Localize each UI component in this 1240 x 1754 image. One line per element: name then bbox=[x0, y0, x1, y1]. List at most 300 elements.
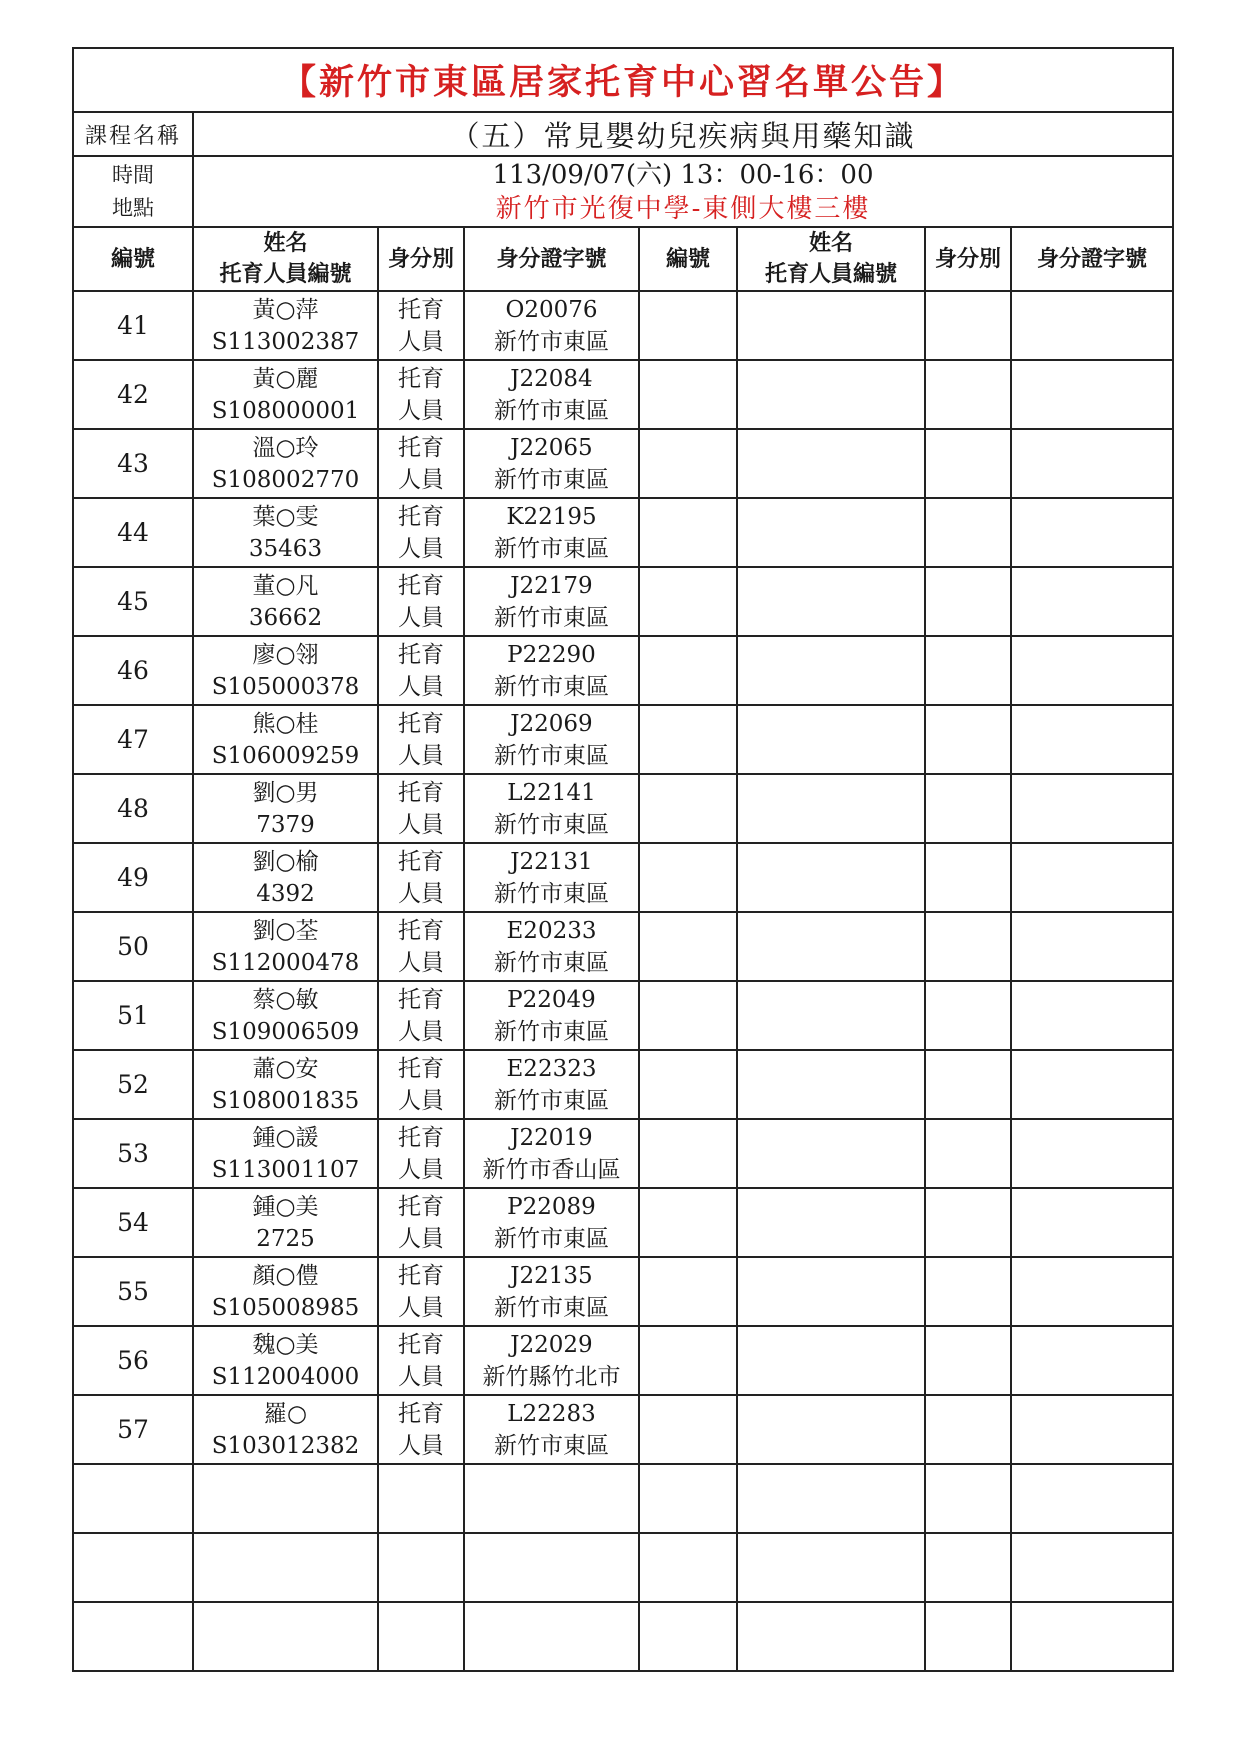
role-line-2: 人員 bbox=[398, 1363, 444, 1390]
row-id-right bbox=[1011, 1533, 1173, 1602]
role-line-1: 托育 bbox=[398, 848, 444, 875]
row-role-cell bbox=[378, 1464, 464, 1533]
role-line-1: 托育 bbox=[398, 1400, 444, 1427]
caregiver-id: S105008985 bbox=[211, 1294, 360, 1321]
row-role-right bbox=[925, 1464, 1011, 1533]
row-id-right bbox=[1011, 1257, 1173, 1326]
row-number: 44 bbox=[73, 498, 193, 567]
role-line-1: 托育 bbox=[398, 296, 444, 323]
district: 新竹市香山區 bbox=[482, 1156, 621, 1183]
table-row bbox=[73, 1119, 1173, 1188]
row-role-cell bbox=[378, 567, 464, 636]
row-id-cell bbox=[464, 843, 639, 912]
row-id-right bbox=[1011, 705, 1173, 774]
table-row bbox=[73, 1188, 1173, 1257]
row-id-cell bbox=[464, 981, 639, 1050]
row-name-right bbox=[737, 774, 925, 843]
person-name: 溫○玲 bbox=[252, 434, 319, 461]
row-number-right bbox=[639, 981, 737, 1050]
row-name-cell bbox=[193, 636, 378, 705]
row-role-cell bbox=[378, 1119, 464, 1188]
role-line-1: 托育 bbox=[398, 1193, 444, 1220]
row-role-cell bbox=[378, 1602, 464, 1671]
time-place-label bbox=[73, 156, 193, 227]
row-role-right bbox=[925, 1326, 1011, 1395]
row-name-cell bbox=[193, 1533, 378, 1602]
row-name-cell bbox=[193, 498, 378, 567]
district: 新竹市東區 bbox=[494, 535, 609, 562]
row-id-right bbox=[1011, 360, 1173, 429]
row-number-right bbox=[639, 1464, 737, 1533]
row-name-right bbox=[737, 1188, 925, 1257]
row-name-cell bbox=[193, 912, 378, 981]
row-name-cell bbox=[193, 1464, 378, 1533]
row-id-right bbox=[1011, 912, 1173, 981]
row-number-right bbox=[639, 843, 737, 912]
row-role-right bbox=[925, 705, 1011, 774]
row-role-cell bbox=[378, 636, 464, 705]
row-role-right bbox=[925, 1395, 1011, 1464]
row-id-cell bbox=[464, 1326, 639, 1395]
district: 新竹市東區 bbox=[494, 604, 609, 631]
caregiver-id: S109006509 bbox=[211, 1018, 360, 1045]
role-line-2: 人員 bbox=[398, 673, 444, 700]
table-row bbox=[73, 1464, 1173, 1533]
role-line-1: 托育 bbox=[398, 365, 444, 392]
row-id-right bbox=[1011, 429, 1173, 498]
row-role-cell bbox=[378, 1257, 464, 1326]
row-number-right bbox=[639, 636, 737, 705]
person-name: 劉○荃 bbox=[252, 917, 319, 944]
time-place-value bbox=[193, 156, 1173, 227]
person-name: 羅○ bbox=[263, 1400, 308, 1427]
district: 新竹縣竹北市 bbox=[482, 1363, 621, 1390]
row-id-cell bbox=[464, 1119, 639, 1188]
row-id-cell bbox=[464, 1602, 639, 1671]
row-number: 43 bbox=[73, 429, 193, 498]
id-number: P22089 bbox=[507, 1193, 596, 1220]
row-id-right bbox=[1011, 1464, 1173, 1533]
row-name-right bbox=[737, 843, 925, 912]
row-number-right bbox=[639, 705, 737, 774]
district: 新竹市東區 bbox=[494, 1087, 609, 1114]
roster-table bbox=[72, 47, 1174, 1672]
id-number: J22069 bbox=[510, 710, 593, 737]
row-name-right bbox=[737, 1602, 925, 1671]
row-id-cell bbox=[464, 360, 639, 429]
row-id-right bbox=[1011, 1119, 1173, 1188]
caregiver-id: S103012382 bbox=[211, 1432, 360, 1459]
role-line-2: 人員 bbox=[398, 1018, 444, 1045]
caregiver-id: S112000478 bbox=[211, 949, 360, 976]
person-name: 劉○榆 bbox=[252, 848, 319, 875]
table-row bbox=[73, 705, 1173, 774]
row-role-cell bbox=[378, 1050, 464, 1119]
row-id-cell bbox=[464, 1464, 639, 1533]
caregiver-id: 7379 bbox=[256, 811, 315, 838]
row-number bbox=[73, 1533, 193, 1602]
row-id-right bbox=[1011, 636, 1173, 705]
row-role-right bbox=[925, 1050, 1011, 1119]
header-caregiver-id-text: 托育人員編號 bbox=[219, 261, 352, 287]
row-number-right bbox=[639, 912, 737, 981]
row-name-right bbox=[737, 1533, 925, 1602]
person-name: 蕭○安 bbox=[252, 1055, 319, 1082]
district: 新竹市東區 bbox=[494, 673, 609, 700]
role-line-1: 托育 bbox=[398, 1124, 444, 1151]
table-row bbox=[73, 912, 1173, 981]
row-number-right bbox=[639, 1050, 737, 1119]
row-number-right bbox=[639, 774, 737, 843]
caregiver-id: S108001835 bbox=[211, 1087, 360, 1114]
table-row bbox=[73, 1257, 1173, 1326]
row-name-cell bbox=[193, 1395, 378, 1464]
row-name-right bbox=[737, 498, 925, 567]
header-number-right: 編號 bbox=[639, 227, 737, 291]
row-name-cell bbox=[193, 1326, 378, 1395]
row-role-right bbox=[925, 843, 1011, 912]
person-name: 熊○桂 bbox=[252, 710, 319, 737]
table-row bbox=[73, 567, 1173, 636]
row-number: 54 bbox=[73, 1188, 193, 1257]
row-role-cell bbox=[378, 1326, 464, 1395]
row-id-right bbox=[1011, 1188, 1173, 1257]
header-name-text: 姓名 bbox=[808, 230, 853, 256]
row-name-cell bbox=[193, 567, 378, 636]
row-name-cell bbox=[193, 843, 378, 912]
row-name-cell bbox=[193, 705, 378, 774]
row-role-cell bbox=[378, 981, 464, 1050]
row-number: 47 bbox=[73, 705, 193, 774]
row-id-right bbox=[1011, 567, 1173, 636]
row-role-right bbox=[925, 774, 1011, 843]
table-row bbox=[73, 498, 1173, 567]
row-number-right bbox=[639, 1395, 737, 1464]
role-line-1: 托育 bbox=[398, 1262, 444, 1289]
caregiver-id: 4392 bbox=[256, 880, 315, 907]
row-role-cell bbox=[378, 1395, 464, 1464]
id-number: J22131 bbox=[510, 848, 593, 875]
row-number bbox=[73, 1602, 193, 1671]
row-number-right bbox=[639, 1533, 737, 1602]
row-number-right bbox=[639, 1119, 737, 1188]
person-name: 葉○雯 bbox=[252, 503, 319, 530]
table-row bbox=[73, 774, 1173, 843]
row-name-right bbox=[737, 1257, 925, 1326]
row-number-right bbox=[639, 1326, 737, 1395]
row-id-right bbox=[1011, 1602, 1173, 1671]
row-id-cell bbox=[464, 912, 639, 981]
role-line-1: 托育 bbox=[398, 572, 444, 599]
row-name-cell bbox=[193, 981, 378, 1050]
role-line-1: 托育 bbox=[398, 1055, 444, 1082]
role-line-1: 托育 bbox=[398, 641, 444, 668]
table-row bbox=[73, 360, 1173, 429]
role-line-2: 人員 bbox=[398, 1294, 444, 1321]
row-role-cell bbox=[378, 705, 464, 774]
role-line-2: 人員 bbox=[398, 535, 444, 562]
person-name: 黃○麗 bbox=[252, 365, 319, 392]
row-name-cell bbox=[193, 360, 378, 429]
role-line-2: 人員 bbox=[398, 1225, 444, 1252]
table-row bbox=[73, 429, 1173, 498]
row-number bbox=[73, 1464, 193, 1533]
row-name-cell bbox=[193, 1119, 378, 1188]
id-number: E22323 bbox=[506, 1055, 597, 1082]
id-number: E20233 bbox=[506, 917, 597, 944]
time-label: 時間 bbox=[112, 162, 154, 187]
row-number: 50 bbox=[73, 912, 193, 981]
caregiver-id: 35463 bbox=[248, 535, 323, 562]
row-number: 49 bbox=[73, 843, 193, 912]
row-role-cell bbox=[378, 1533, 464, 1602]
row-id-right bbox=[1011, 1050, 1173, 1119]
district: 新竹市東區 bbox=[494, 949, 609, 976]
row-id-cell bbox=[464, 1533, 639, 1602]
row-id-cell bbox=[464, 1257, 639, 1326]
caregiver-id: S106009259 bbox=[211, 742, 360, 769]
row-role-right bbox=[925, 360, 1011, 429]
row-role-right bbox=[925, 636, 1011, 705]
header-role-left: 身分別 bbox=[378, 227, 464, 291]
row-id-cell bbox=[464, 774, 639, 843]
row-number: 41 bbox=[73, 291, 193, 360]
role-line-2: 人員 bbox=[398, 811, 444, 838]
district: 新竹市東區 bbox=[494, 397, 609, 424]
session-time: 113/09/07(六) 13：00-16：00 bbox=[492, 159, 874, 190]
row-number: 55 bbox=[73, 1257, 193, 1326]
row-id-right bbox=[1011, 1395, 1173, 1464]
table-row bbox=[73, 1050, 1173, 1119]
id-number: P22290 bbox=[507, 641, 596, 668]
row-name-right bbox=[737, 1326, 925, 1395]
district: 新竹市東區 bbox=[494, 811, 609, 838]
row-name-cell bbox=[193, 1602, 378, 1671]
row-role-cell bbox=[378, 774, 464, 843]
row-id-cell bbox=[464, 498, 639, 567]
id-number: J22019 bbox=[510, 1124, 593, 1151]
role-line-2: 人員 bbox=[398, 949, 444, 976]
person-name: 黃○萍 bbox=[252, 296, 319, 323]
row-number: 52 bbox=[73, 1050, 193, 1119]
row-role-cell bbox=[378, 291, 464, 360]
row-role-right bbox=[925, 567, 1011, 636]
table-row bbox=[73, 843, 1173, 912]
role-line-2: 人員 bbox=[398, 604, 444, 631]
header-id-left: 身分證字號 bbox=[464, 227, 639, 291]
row-name-cell bbox=[193, 291, 378, 360]
header-role-right: 身分別 bbox=[925, 227, 1011, 291]
role-line-2: 人員 bbox=[398, 742, 444, 769]
id-number: L22141 bbox=[507, 779, 596, 806]
column-headers bbox=[73, 227, 1173, 291]
id-number: O20076 bbox=[505, 296, 598, 323]
row-name-cell bbox=[193, 429, 378, 498]
person-name: 蔡○敏 bbox=[252, 986, 319, 1013]
row-name-right bbox=[737, 1395, 925, 1464]
caregiver-id: S113001107 bbox=[211, 1156, 360, 1183]
row-id-cell bbox=[464, 705, 639, 774]
header-id-right: 身分證字號 bbox=[1011, 227, 1173, 291]
caregiver-id: S108000001 bbox=[211, 397, 360, 424]
row-id-right bbox=[1011, 1326, 1173, 1395]
row-role-right bbox=[925, 1533, 1011, 1602]
page-title: 【新竹市東區居家托育中心習名單公告】 bbox=[73, 48, 1173, 112]
id-number: J22029 bbox=[510, 1331, 593, 1358]
row-number-right bbox=[639, 291, 737, 360]
role-line-1: 托育 bbox=[398, 986, 444, 1013]
course-label: 課程名稱 bbox=[73, 112, 193, 156]
row-name-right bbox=[737, 429, 925, 498]
id-number: L22283 bbox=[507, 1400, 596, 1427]
row-number-right bbox=[639, 567, 737, 636]
row-number: 45 bbox=[73, 567, 193, 636]
role-line-2: 人員 bbox=[398, 328, 444, 355]
row-role-right bbox=[925, 498, 1011, 567]
row-name-right bbox=[737, 567, 925, 636]
role-line-1: 托育 bbox=[398, 503, 444, 530]
district: 新竹市東區 bbox=[494, 1225, 609, 1252]
header-name-text: 姓名 bbox=[263, 230, 308, 256]
place-label: 地點 bbox=[112, 195, 154, 220]
district: 新竹市東區 bbox=[494, 1294, 609, 1321]
header-number-left: 編號 bbox=[73, 227, 193, 291]
row-name-right bbox=[737, 912, 925, 981]
row-number-right bbox=[639, 429, 737, 498]
id-number: J22135 bbox=[510, 1262, 593, 1289]
row-id-right bbox=[1011, 291, 1173, 360]
row-id-cell bbox=[464, 567, 639, 636]
row-role-cell bbox=[378, 912, 464, 981]
row-number: 42 bbox=[73, 360, 193, 429]
row-name-cell bbox=[193, 1257, 378, 1326]
role-line-2: 人員 bbox=[398, 1432, 444, 1459]
role-line-1: 托育 bbox=[398, 710, 444, 737]
role-line-1: 托育 bbox=[398, 434, 444, 461]
table-row bbox=[73, 1602, 1173, 1671]
person-name: 鍾○美 bbox=[252, 1193, 319, 1220]
caregiver-id: S108002770 bbox=[211, 466, 360, 493]
district: 新竹市東區 bbox=[494, 880, 609, 907]
table-row bbox=[73, 1326, 1173, 1395]
row-name-right bbox=[737, 1464, 925, 1533]
row-role-right bbox=[925, 1188, 1011, 1257]
row-name-right bbox=[737, 1119, 925, 1188]
district: 新竹市東區 bbox=[494, 742, 609, 769]
table-row bbox=[73, 981, 1173, 1050]
header-name-left bbox=[193, 227, 378, 291]
row-number-right bbox=[639, 1602, 737, 1671]
row-number-right bbox=[639, 1257, 737, 1326]
row-id-right bbox=[1011, 774, 1173, 843]
role-line-1: 托育 bbox=[398, 779, 444, 806]
row-name-right bbox=[737, 705, 925, 774]
role-line-1: 托育 bbox=[398, 917, 444, 944]
row-number: 51 bbox=[73, 981, 193, 1050]
caregiver-id: 2725 bbox=[256, 1225, 315, 1252]
row-role-right bbox=[925, 429, 1011, 498]
row-id-cell bbox=[464, 429, 639, 498]
row-number-right bbox=[639, 360, 737, 429]
role-line-2: 人員 bbox=[398, 466, 444, 493]
table-row bbox=[73, 1533, 1173, 1602]
id-number: J22065 bbox=[510, 434, 593, 461]
row-role-right bbox=[925, 291, 1011, 360]
caregiver-id: S113002387 bbox=[211, 328, 360, 355]
id-number: J22084 bbox=[510, 365, 593, 392]
role-line-2: 人員 bbox=[398, 397, 444, 424]
row-role-cell bbox=[378, 429, 464, 498]
row-name-right bbox=[737, 291, 925, 360]
row-name-right bbox=[737, 360, 925, 429]
row-role-right bbox=[925, 1602, 1011, 1671]
row-number-right bbox=[639, 1188, 737, 1257]
id-number: J22179 bbox=[510, 572, 593, 599]
role-line-1: 托育 bbox=[398, 1331, 444, 1358]
row-id-cell bbox=[464, 1188, 639, 1257]
row-number-right bbox=[639, 498, 737, 567]
row-role-right bbox=[925, 1257, 1011, 1326]
row-id-right bbox=[1011, 981, 1173, 1050]
row-name-right bbox=[737, 636, 925, 705]
person-name: 鍾○諼 bbox=[252, 1124, 319, 1151]
header-name-right bbox=[737, 227, 925, 291]
row-name-cell bbox=[193, 774, 378, 843]
person-name: 廖○翎 bbox=[252, 641, 319, 668]
row-number: 48 bbox=[73, 774, 193, 843]
row-number: 53 bbox=[73, 1119, 193, 1188]
caregiver-id: 36662 bbox=[248, 604, 323, 631]
row-id-cell bbox=[464, 636, 639, 705]
row-id-cell bbox=[464, 291, 639, 360]
id-number: P22049 bbox=[507, 986, 596, 1013]
table-row bbox=[73, 636, 1173, 705]
row-role-right bbox=[925, 981, 1011, 1050]
row-role-cell bbox=[378, 498, 464, 567]
row-role-cell bbox=[378, 360, 464, 429]
id-number: K22195 bbox=[506, 503, 597, 530]
row-number: 46 bbox=[73, 636, 193, 705]
row-name-cell bbox=[193, 1050, 378, 1119]
row-name-cell bbox=[193, 1188, 378, 1257]
row-role-cell bbox=[378, 843, 464, 912]
district: 新竹市東區 bbox=[494, 1018, 609, 1045]
row-role-right bbox=[925, 912, 1011, 981]
table-row bbox=[73, 291, 1173, 360]
row-number: 57 bbox=[73, 1395, 193, 1464]
course-name: （五）常見嬰幼兒疾病與用藥知識 bbox=[193, 112, 1173, 156]
person-name: 劉○男 bbox=[252, 779, 319, 806]
role-line-2: 人員 bbox=[398, 880, 444, 907]
role-line-2: 人員 bbox=[398, 1087, 444, 1114]
row-id-cell bbox=[464, 1050, 639, 1119]
table-row bbox=[73, 1395, 1173, 1464]
row-id-right bbox=[1011, 498, 1173, 567]
role-line-2: 人員 bbox=[398, 1156, 444, 1183]
district: 新竹市東區 bbox=[494, 328, 609, 355]
person-name: 顏○僼 bbox=[252, 1262, 319, 1289]
person-name: 董○凡 bbox=[252, 572, 319, 599]
roster-rows bbox=[73, 291, 1173, 1671]
row-id-right bbox=[1011, 843, 1173, 912]
row-role-right bbox=[925, 1119, 1011, 1188]
district: 新竹市東區 bbox=[494, 466, 609, 493]
person-name: 魏○美 bbox=[252, 1331, 319, 1358]
row-id-cell bbox=[464, 1395, 639, 1464]
row-name-right bbox=[737, 1050, 925, 1119]
session-place: 新竹市光復中學-東側大樓三樓 bbox=[495, 193, 871, 224]
header-caregiver-id-text: 托育人員編號 bbox=[764, 261, 897, 287]
